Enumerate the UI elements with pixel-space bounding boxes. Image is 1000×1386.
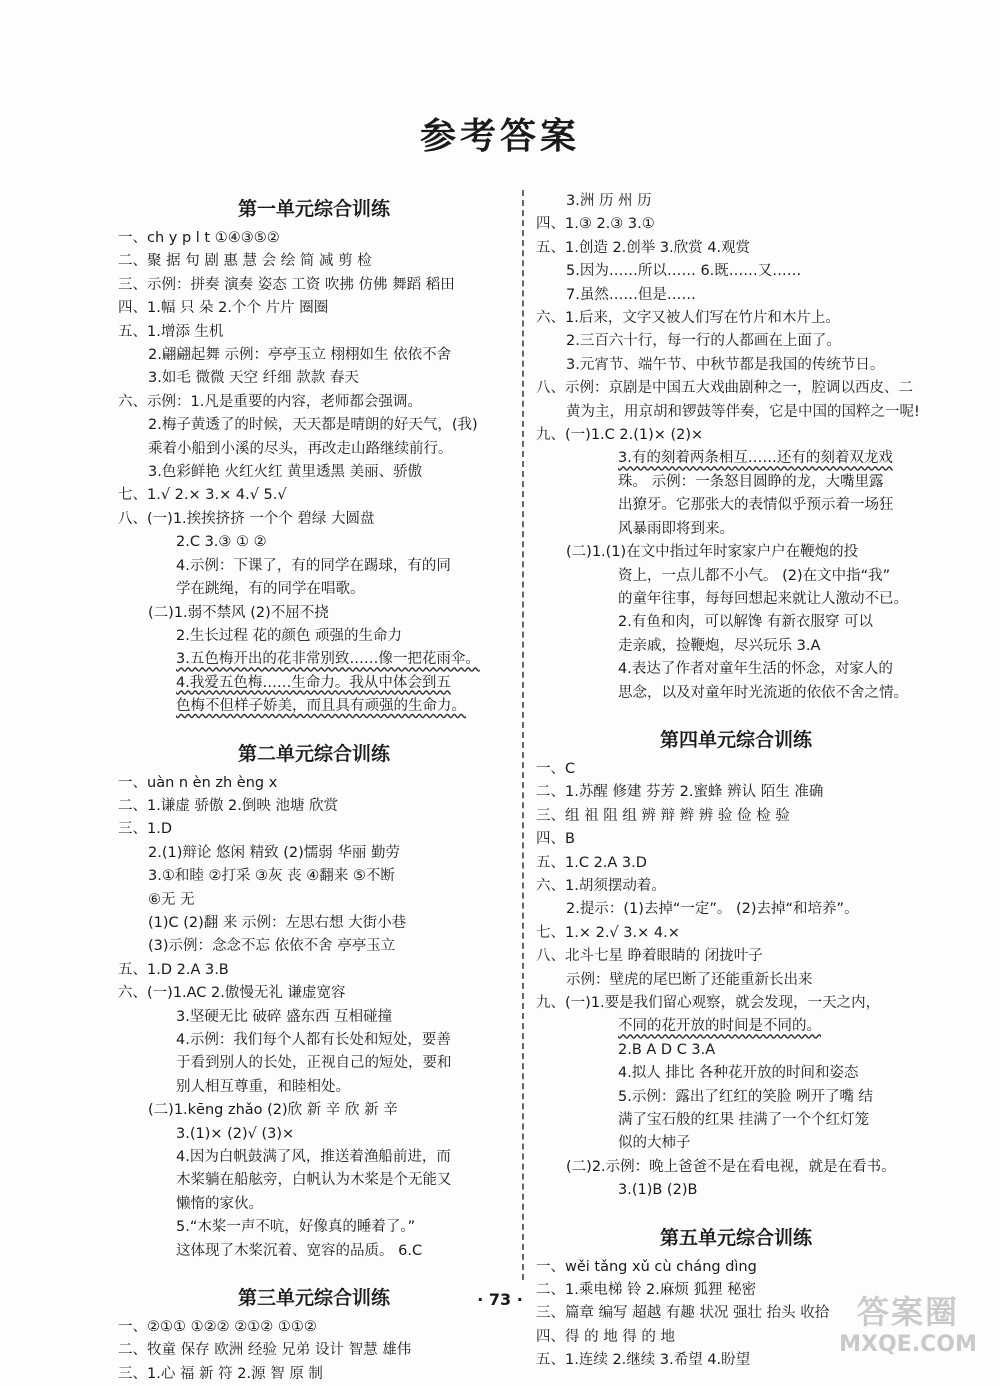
answer-line: 一、②①① ①②② ②①② ①①② xyxy=(118,1319,317,1336)
answer-line: 色梅不但样子娇美，而且具有顽强的生命力。 xyxy=(176,698,466,715)
answer-line: 珠。 示例：一条怒目圆睁的龙，大嘴里露 xyxy=(618,473,884,490)
answer-line: 4.示例：我们每个人都有长处和短处，要善 xyxy=(176,1032,451,1048)
answer-line: (二)2.示例：晚上爸爸不是在看电视，就是在看书。 xyxy=(566,1158,896,1175)
answer-line: (二)1.弱不禁风 (2)不屈不挠 xyxy=(148,604,329,621)
answer-line: 二、聚 据 句 剧 惠 慧 会 绘 简 减 剪 检 xyxy=(118,253,372,270)
answer-line: 走亲戚，捡鞭炮，尽兴玩乐 3.A xyxy=(618,637,821,654)
answer-line: 六、示例：1.凡是重要的内容，老师都会强调。 xyxy=(118,393,422,410)
answer-line: 3.①和睦 ②打采 ③灰 丧 ④翻来 ⑤不断 xyxy=(148,868,395,885)
answer-line: 思念，以及对童年时光流逝的依依不舍之情。 xyxy=(618,684,908,701)
answer-line: 六、(一)1.AC 2.傲慢无礼 谦虚宽容 xyxy=(118,985,346,1002)
answer-line: (二)1.(1)在文中指过年时家家户户在鞭炮的投 xyxy=(566,544,859,561)
answer-line: 五、1.创造 2.创举 3.欣赏 4.观赏 xyxy=(536,239,751,256)
answer-line: 2.三百六十行，每一行的人都画在上面了。 xyxy=(566,333,841,350)
answer-line: 懒惰的家伙。 xyxy=(176,1195,263,1212)
answer-line: 3.元宵节、端午节、中秋节都是我国的传统节日。 xyxy=(566,356,885,373)
answer-line: 九、(一)1.要是我们留心观察，就会发现，一天之内， xyxy=(536,995,881,1011)
answer-line: 九、(一)1.C 2.(1)× (2)× xyxy=(536,427,704,444)
answer-line: 二、1.乘电梯 铃 2.麻烦 狐狸 秘密 xyxy=(536,1282,757,1299)
answer-line: 满了宝石般的红果 挂满了一个个红灯笼 xyxy=(618,1112,870,1129)
answer-line: 八、示例：京剧是中国五大戏曲剧种之一，腔调以西皮、二 xyxy=(536,380,913,397)
answer-line: 似的大柿子 xyxy=(618,1135,691,1152)
answer-line: 2.生长过程 花的颜色 顽强的生命力 xyxy=(176,627,403,644)
answer-line: 二、1.苏醒 修建 芬芳 2.蜜蜂 辨认 陌生 准确 xyxy=(536,784,824,801)
answer-line: ⑥无 无 xyxy=(148,891,195,908)
answer-line: 3.洲 历 州 历 xyxy=(566,193,652,209)
unit5-title: 第五单元综合训练 xyxy=(659,1226,812,1249)
answer-line: 五、1.C 2.A 3.D xyxy=(536,854,647,871)
answer-line: 示例：壁虎的尾巴断了还能重新长出来 xyxy=(566,971,813,988)
answer-line: 4.示例：下课了，有的同学在踢球，有的同 xyxy=(176,557,451,574)
right-column xyxy=(536,190,936,1373)
answer-line: 3.如毛 微微 天空 纤细 款款 春天 xyxy=(148,370,359,387)
answer-line: 4.拟人 排比 各种花开放的时间和姿态 xyxy=(618,1065,859,1082)
answer-line: 2.有鱼和肉，可以解馋 有新衣服穿 可以 xyxy=(618,614,874,631)
answer-line: (二)1.kēng zhǎo (2)欣 新 辛 欣 新 辛 xyxy=(148,1102,398,1119)
answer-line: 不同的花开放的时间是不同的。 xyxy=(618,1018,821,1035)
site-watermark xyxy=(828,1292,988,1362)
answer-line: 3.(1)B (2)B xyxy=(618,1182,698,1199)
answer-line: 一、C xyxy=(536,760,576,777)
answer-line: 五、1.增添 生机 xyxy=(118,323,224,340)
answer-line: (3)示例：念念不忘 依依不舍 亭亭玉立 xyxy=(148,938,396,955)
page-title: 参考答案 xyxy=(419,115,580,157)
answer-line: 一、wěi tǎng xǔ cù cháng dìng xyxy=(536,1258,757,1275)
answer-line: 3.坚硬无比 破碎 盛东西 互相碰撞 xyxy=(176,1008,393,1025)
answer-line: 七、1.√ 2.× 3.× 4.√ 5.√ xyxy=(118,487,287,504)
answer-line: 二、牧童 保存 欧洲 经验 兄弟 设计 智慧 雄伟 xyxy=(118,1342,412,1359)
answer-line: 风暴雨即将到来。 xyxy=(618,520,734,537)
answer-line: 四、B xyxy=(536,831,575,848)
answer-line: 资上，一点儿都不小气。 (2)在文中指“我” xyxy=(618,567,891,584)
answer-line: 2.B A D C 3.A xyxy=(618,1041,716,1058)
answer-line: 八、(一)1.挨挨挤挤 一个个 碧绿 大圆盘 xyxy=(118,510,375,527)
answer-line: 别人相互尊重，和睦相处。 xyxy=(176,1078,350,1095)
answer-line: 三、示例：拼奏 演奏 姿态 工资 吹拂 仿佛 舞蹈 稻田 xyxy=(118,276,455,293)
answer-line: 二、1.谦虚 骄傲 2.倒映 池塘 欣赏 xyxy=(118,797,339,814)
unit3-title: 第三单元综合训练 xyxy=(237,1287,390,1310)
answer-line: 三、篇章 编写 超越 有趣 状况 强壮 抬头 收拾 xyxy=(536,1305,830,1322)
answer-line: 于看到别人的长处，正视自己的短处，要和 xyxy=(176,1055,452,1072)
answer-line: 4.因为白帆鼓满了风，推送着渔船前进，而 xyxy=(176,1149,451,1166)
answer-line: 一、ch y p l t ①④③⑤② xyxy=(118,230,280,246)
answer-line: 3.有的刻着两条相互……还有的刻着双龙戏 xyxy=(618,450,893,467)
answer-line: 2.梅子黄透了的时候，天天都是晴朗的好天气，(我) xyxy=(148,417,478,434)
answer-line: 三、1.心 福 新 符 2.源 智 原 制 xyxy=(118,1365,323,1382)
watermark-url-text: MXQE.COM xyxy=(839,1332,977,1357)
answer-line: 学在跳绳，有的同学在唱歌。 xyxy=(176,581,365,598)
column-divider xyxy=(522,190,524,1280)
answer-line: 4.我爱五色梅……生命力。我从中体会到五 xyxy=(176,674,451,691)
answer-line: 五、1.D 2.A 3.B xyxy=(118,961,229,978)
answer-line: 四、得 的 地 得 的 地 xyxy=(536,1328,676,1345)
answer-line: 木桨躺在船舷旁，白帆认为木桨是个无能又 xyxy=(176,1172,452,1189)
answer-line: 2.(1)辩论 悠闲 精致 (2)懦弱 华丽 勤劳 xyxy=(148,844,400,861)
answer-line: 的童年往事，每每回想起来就让人激动不已。 xyxy=(618,590,908,607)
unit2-title: 第二单元综合训练 xyxy=(237,742,390,765)
answer-line: 5.因为……所以…… 6.既……又…… xyxy=(566,263,802,280)
unit1-title: 第一单元综合训练 xyxy=(237,198,390,220)
answer-line: 四、1.幅 只 朵 2.个个 片片 圈圈 xyxy=(118,300,329,317)
answer-line: 这体现了木桨沉着、宽容的品质。 6.C xyxy=(176,1242,423,1259)
answer-line: 2.翩翩起舞 示例：亭亭玉立 栩栩如生 依依不舍 xyxy=(148,347,452,364)
answer-line: 2.提示：(1)去掉“一定”。 (2)去掉“和培养”。 xyxy=(566,901,859,918)
answer-line: 乘着小船到小溪的尽头，再改走山路继续前行。 xyxy=(148,440,453,457)
answer-line: 2.C 3.③ ① ② xyxy=(176,534,267,551)
watermark-logo-text: 答案圈 xyxy=(856,1293,959,1331)
answer-line: 五、1.连续 2.继续 3.希望 4.盼望 xyxy=(536,1352,751,1369)
answer-line: 六、1.后来，文字又被人们写在竹片和木片上。 xyxy=(536,310,840,327)
answer-line: 七、1.× 2.√ 3.× 4.× xyxy=(536,924,680,941)
answer-line: 5.示例：露出了红红的笑脸 咧开了嘴 结 xyxy=(618,1088,874,1105)
page-number: · 73 · xyxy=(477,1290,523,1309)
left-column xyxy=(118,188,510,1386)
answer-line: 四、1.③ 2.③ 3.① xyxy=(536,216,655,233)
unit4-title: 第四单元综合训练 xyxy=(659,728,812,751)
answer-line: 5.“木桨一声不吭，好像真的睡着了。” xyxy=(176,1219,416,1236)
answer-line: (1)C (2)翻 来 示例：左思右想 大街小巷 xyxy=(148,914,407,931)
answer-line: 7.虽然……但是…… xyxy=(566,286,696,303)
answer-line: 3.(1)× (2)√ (3)× xyxy=(176,1125,295,1142)
answer-line: 4.表达了作者对童年生活的怀念，对家人的 xyxy=(618,661,893,678)
answer-line: 3.五色梅开出的花非常别致……像一把花雨伞。 xyxy=(176,651,480,668)
answer-line: 三、1.D xyxy=(118,821,172,838)
answer-line: 黄为主，用京胡和锣鼓等伴奏，它是中国的国粹之一呢! xyxy=(566,403,920,420)
answer-line: 3.色彩鲜艳 火红火红 黄里透黑 美丽、骄傲 xyxy=(148,464,423,481)
answer-line: 出獠牙。它那张大的表情似乎预示着一场狂 xyxy=(618,497,894,514)
answer-line: 三、组 祖 阻 组 辨 辩 辫 辨 验 俭 检 验 xyxy=(536,807,790,824)
answer-line: 一、uàn n èn zh èng x xyxy=(118,774,278,791)
answer-line: 六、1.胡须摆动着。 xyxy=(536,877,666,894)
answer-line: 八、北斗七星 睁着眼睛的 闭拢叶子 xyxy=(536,948,763,965)
